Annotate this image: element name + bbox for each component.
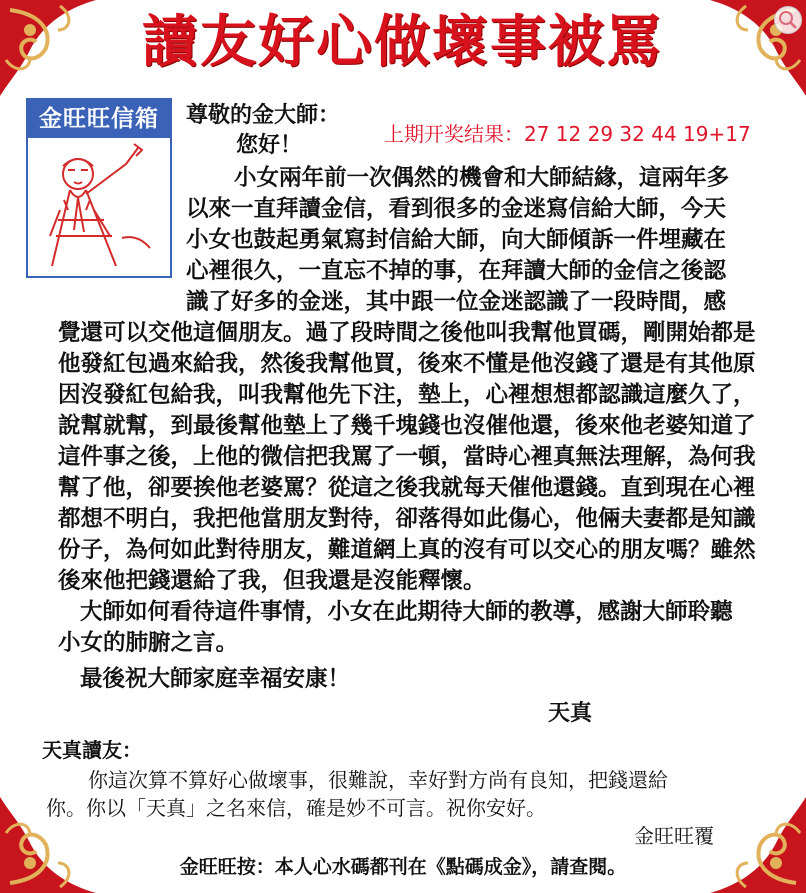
corner-ornament-top-left — [0, 0, 96, 96]
reply-signer: 金旺旺覆 — [634, 824, 714, 848]
letter-line: 他發紅包過來給我，然後我幫他買，後來不懂是他沒錢了還是有其他原 — [58, 351, 756, 377]
zoom-icon[interactable] — [774, 6, 802, 34]
teacher-illustration-icon — [30, 140, 168, 272]
letter-line: 小女也鼓起勇氣寫封信給大師，向大師傾訴一件埋藏在 — [186, 227, 727, 253]
mailbox-badge-title: 金旺旺信箱 — [28, 100, 170, 138]
letter-line: 覺還可以交他這個朋友。過了段時間之後他叫我幫他買碼，剛開始都是 — [58, 320, 756, 346]
reply-heading: 天真讀友： — [42, 738, 142, 762]
reply-line: 你這次算不算好心做壞事，很難說，幸好對方尚有良知，把錢還給 — [88, 768, 668, 792]
letter-line: 這件事之後，上他的微信把我罵了一頓，當時心裡真無法理解，為何我 — [58, 444, 756, 470]
letter-line: 後來他把錢還給了我，但我還是沒能釋懷。 — [58, 568, 486, 594]
reply-line: 你。你以「天真」之名來信，確是妙不可言。祝你安好。 — [46, 796, 546, 820]
letter-line: 都想不明白，我把他當朋友對待，卻落得如此傷心，他倆夫妻都是知識 — [58, 506, 756, 532]
letter-line: 小女的肺腑之言。 — [58, 630, 239, 656]
letter-line: 心裡很久，一直忘不掉的事，在拜讀大師的金信之後認 — [186, 258, 727, 284]
letter-line: 以來一直拜讀金信，看到很多的金迷寫信給大師，今天 — [186, 196, 727, 222]
letter-line: 幫了他，卻要挨他老婆罵？從這之後我就每天催他還錢。直到現在心裡 — [58, 475, 756, 501]
mailbox-badge — [26, 98, 172, 278]
footer-note: 金旺旺按：本人心水碼都刊在《點碼成金》，請查閱。 — [179, 856, 627, 878]
letter-salutation: 尊敬的金大師： — [186, 102, 341, 128]
letter-line: 小女兩年前一次偶然的機會和大師結緣，這兩年多 — [234, 165, 730, 191]
letter-signer: 天真 — [548, 700, 593, 726]
letter-line: 說幫就幫，到最後幫他墊上了幾千塊錢也沒催他還，後來他老婆知道了 — [58, 413, 756, 439]
letter-line: 份子，為何如此對待朋友，難道網上真的沒有可以交心的朋友嗎？雖然 — [58, 537, 756, 563]
page-title: 讀友好心做壞事被罵 — [142, 9, 664, 75]
letter-greeting: 您好！ — [236, 132, 303, 158]
letter-line: 因沒發紅包給我，叫我幫他先下注，墊上，心裡想想都認識這麼久了， — [58, 382, 756, 408]
letter-line: 識了好多的金迷，其中跟一位金迷認識了一段時間，感 — [186, 289, 727, 315]
letter-line: 大師如何看待這件事情，小女在此期待大師的教導，感謝大師聆聽 — [80, 599, 733, 625]
lottery-result-banner: 上期开奖结果：27 12 29 32 44 19+17 — [384, 122, 751, 146]
letter-line: 最後祝大師家庭幸福安康！ — [80, 666, 351, 692]
